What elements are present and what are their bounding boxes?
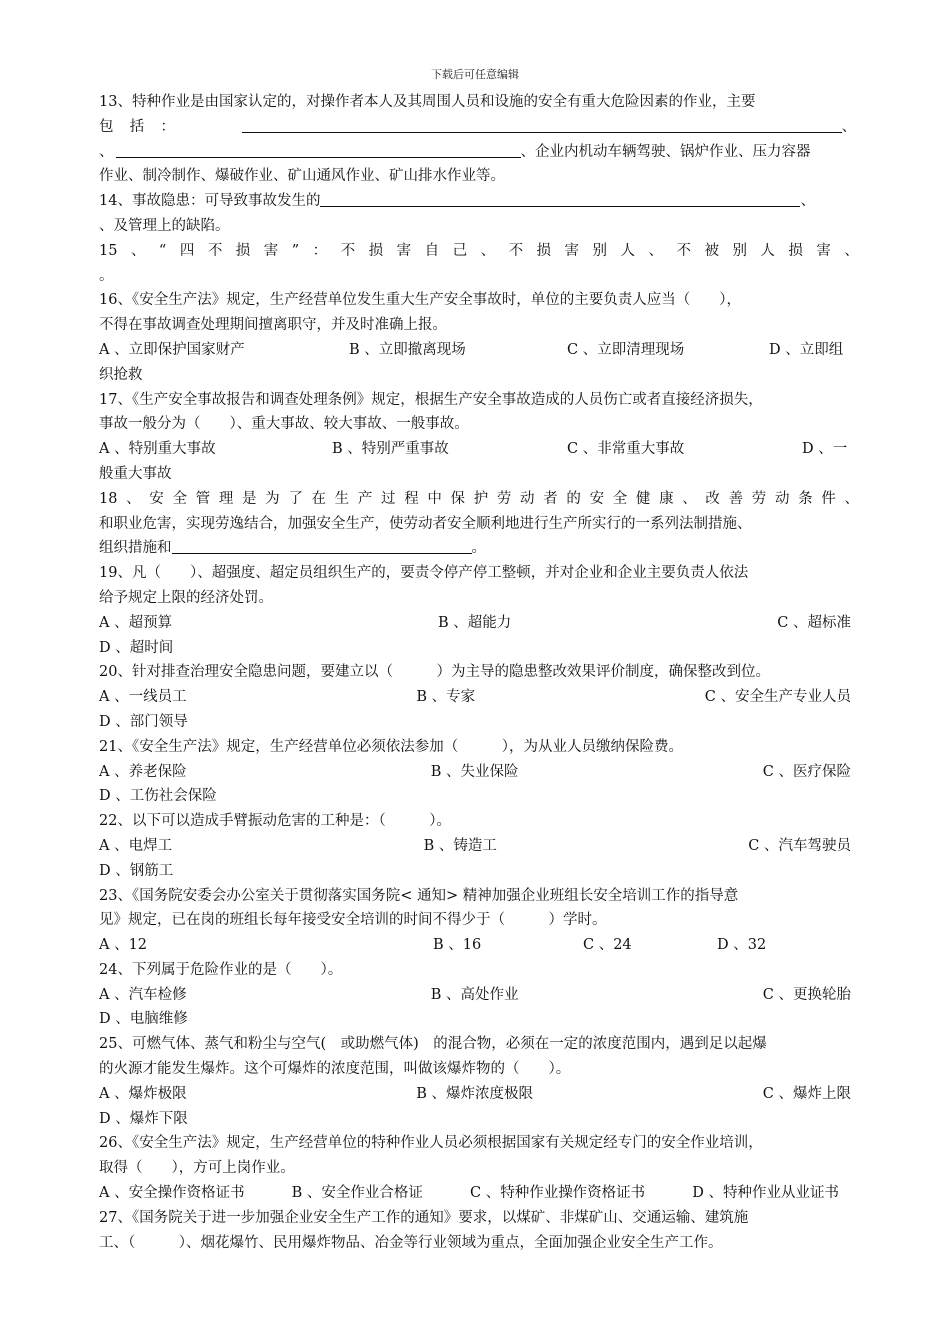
q17-option-d-cont: 般重大事故 [99,465,172,482]
q24-option-a: A 、汽车检修 [99,986,187,1003]
q18-spread-char: 安 [149,490,164,507]
q15-spread-char: 、 [480,242,496,259]
q14-line1 [99,189,859,214]
q13-line1: 13、特种作业是由国家认定的，对操作者本人及其周围人员和设施的安全有重大危险因素的作业，主要 [99,94,756,110]
q18-end: 。 [471,540,486,557]
q25-option-b: B 、爆炸浓度极限 [416,1085,534,1102]
q13-spread-char: ： [160,118,175,135]
q18-spread-char: 在 [311,490,326,507]
q26-option-a: A 、安全操作资格证书 [99,1185,245,1202]
q18-spread-char: 健 [635,490,651,507]
q25-line1: 25、可燃气体、蒸气和粉尘与空气( 或助燃气体) 的混合物，必须在一定的浓度范围内，遇到足以起爆 [99,1036,767,1053]
q19-line2: 给予规定上限的经济处罚。 [99,589,273,606]
q18-spread-char: 过 [381,490,396,507]
q23-options [99,933,859,958]
q23-option-d: D 、32 [717,937,767,954]
q16-options [99,338,859,363]
q19-option-d: D 、超时间 [99,639,174,656]
q18-spread-char: 了 [288,490,303,507]
q19-option-a: A 、超预算 [99,614,173,631]
q19-line1: 19、凡（ ）、超强度、超定员组织生产的，要责令停产停工整顿，并对企业和企业主要负责人依法 [99,565,749,582]
q15-spread-char: 不 [207,242,223,259]
q18-spread-char: 劳 [496,490,512,507]
q18-spread-char: 、 [126,490,141,507]
q23-option-b: B 、16 [433,937,482,954]
q15-spread-char: 、 [648,242,663,259]
q16-option-b: B 、立即撤离现场 [349,341,466,358]
q17-option-d: D 、一 [802,441,848,458]
q15-line1 [99,239,859,264]
q20-option-c: C 、安全生产专业人员 [704,689,851,706]
q21-options [99,760,859,785]
q18-spread-char: 康 [659,490,674,507]
blank-underline [116,141,521,158]
blank-underline [172,537,472,554]
q26-options [99,1181,859,1206]
q23-option-c: C 、24 [583,937,632,954]
q20-option-a: A 、一线员工 [99,689,187,706]
q15-spread-char: 损 [235,242,251,259]
q18-spread-char: 安 [589,490,605,507]
q21-option-d: D 、工伤社会保险 [99,788,217,805]
q16-line2: 不得在事故调查处理期间擅离职守，并及时准确上报。 [99,317,447,334]
q14-line2: 、及管理上的缺陷。 [99,217,230,234]
q15-spread-char: 害 [816,242,831,259]
q15-spread-char: 四 [179,242,195,259]
q18-spread-char: 件 [821,490,836,507]
q18-spread-char: 管 [195,490,211,507]
q18-spread-char: 者 [543,490,558,507]
q18-spread-char: 改 [705,490,720,507]
q27-line1: 27、《国务院关于进一步加强企业安全生产工作的通知》要求，以煤矿、非煤矿山、交通运输、建筑施 [99,1209,749,1226]
q15-spread-char: 、 [844,242,859,259]
q18-spread-char: 善 [728,490,744,507]
q22-options [99,834,859,859]
q18-spread-char: 中 [427,490,442,507]
q23-line2: 见》规定，已在岗的班组长每年接受安全培训的时间不得少于（ ）学时。 [99,912,607,929]
q14-sep: 、 [800,193,815,210]
q18-line3 [99,536,859,561]
q13-line4: 作业、制冷制作、爆破作业、矿山通风作业、矿山排水作业等。 [99,168,505,185]
q26-line2: 取得（ ），方可上岗作业。 [99,1160,295,1177]
q17-line1: 17、《生产安全事故报告和调查处理条例》规定，根据生产安全事故造成的人员伤亡或者直接经济损失， [99,391,763,408]
q15-spread-char: 害 [564,242,580,259]
q18-spread-char: 动 [774,490,790,507]
q17-option-a: A 、特别重大事故 [99,441,216,458]
q18-spread-char: 18 [99,490,118,507]
q18-spread-char: 生 [334,490,350,507]
q13-spread-char: 包 [99,118,114,135]
q19-option-b: B 、超能力 [438,614,512,631]
q13-line2 [99,115,859,140]
q15-spread-char: 害 [263,242,279,259]
q17-option-c: C 、非常重大事故 [567,441,685,458]
q18-spread-char: 是 [241,490,257,507]
q25-line2: 的火源才能发生爆炸。这个可爆炸的浓度范围，叫做该爆炸物的（ ）。 [99,1061,571,1078]
q13-sep: 、 [841,118,857,135]
q18-spread-char: 保 [450,490,466,507]
q21-line1: 21、《安全生产法》规定，生产经营单位必须依法参加（ ），为从业人员缴纳保险费。 [99,738,683,755]
q24-options [99,983,859,1008]
q15-spread-char: 、 [130,242,146,259]
q13-rest: 、企业内机动车辆驾驶、锅炉作业、压力容器 [520,143,811,160]
q26-option-b: B 、安全作业合格证 [291,1185,423,1202]
q18-spread-char: 为 [265,490,280,507]
q21-option-c: C 、医疗保险 [762,763,851,780]
q18-spread-char: 、 [844,490,859,507]
q15-spread-char: 己 [452,242,468,259]
q15-spread-char: 别 [732,242,747,259]
q18-spread-char: 产 [357,490,373,507]
q18-spread-char: 动 [520,490,535,507]
q18-spread-char: 、 [682,490,697,507]
q15-spread-char: 损 [368,242,384,259]
q19-options [99,611,859,636]
q20-options [99,685,859,710]
q22-option-b: B 、铸造工 [423,837,497,854]
q15-spread-char: 别 [592,242,608,259]
q24-option-c: C 、更换轮胎 [762,986,851,1003]
q24-option-b: B 、高处作业 [430,986,519,1003]
q13-spread-char: 括 [129,118,145,135]
q15-spread-char: 不 [508,242,524,259]
q18-spread-char: 全 [612,490,628,507]
q18-spread-char: 全 [172,490,187,507]
page-header: 下载后可任意编辑 [431,68,519,81]
q23-option-a: A 、12 [99,937,148,954]
q21-option-a: A 、养老保险 [99,763,187,780]
q18-line1 [99,487,859,512]
q16-option-d-cont: 织抢救 [99,366,143,383]
q25-options [99,1082,859,1107]
q23-line1: 23、《国务院安委会办公室关于贯彻落实国务院< 通知> 精神加强企业班组长安全培训工作的指导意 [99,887,739,904]
q18-text: 组织措施和 [99,540,172,557]
q15-spread-char: 不 [676,242,691,259]
q14-text: 14、事故隐患：可导致事故发生的 [99,193,321,210]
q22-option-d: D 、钢筋工 [99,862,174,879]
q22-option-a: A 、电焊工 [99,837,173,854]
q15-spread-char: 自 [424,242,440,259]
q26-option-c: C 、特种作业操作资格证书 [469,1185,646,1202]
q17-line2: 事故一般分为（ ）、重大事故、较大事故、一般事故。 [99,416,469,433]
q27-line2: 工、（ ）、烟花爆竹、民用爆炸物品、冶金等行业领域为重点，全面加强企业安全生产工作。 [99,1234,723,1251]
q15-spread-char: 损 [536,242,552,259]
q20-option-b: B 、专家 [416,689,476,706]
q13-sep: 、 [99,143,114,160]
q15-spread-char: ” [291,242,300,259]
q16-line1: 16、《安全生产法》规定，生产经营单位发生重大生产安全事故时，单位的主要负责人应当（ ）， [99,292,741,309]
q18-spread-char: 理 [218,490,234,507]
q18-line2: 和职业危害，实现劳逸结合，加强安全生产，使劳动者安全顺利地进行生产所实行的一系列法制措施、 [99,515,752,532]
q16-option-d: D 、立即组 [769,341,844,358]
q15-spread-char: 人 [620,242,635,259]
q24-line1: 24、下列属于危险作业的是（ ）。 [99,961,343,978]
q16-option-a: A 、立即保护国家财产 [99,341,245,358]
blank-underline [242,116,842,133]
q15-spread-char: 损 [788,242,803,259]
q15-spread-char: ： [312,242,328,259]
q19-option-c: C 、超标准 [777,614,851,631]
q22-line1: 22、以下可以造成手臂振动危害的工种是：（ ）。 [99,813,451,830]
q25-option-d: D 、爆炸下限 [99,1110,188,1127]
q18-spread-char: 条 [798,490,813,507]
q24-option-d: D 、电脑维修 [99,1011,188,1028]
q16-option-c: C 、立即清理现场 [567,341,685,358]
q25-option-c: C 、爆炸上限 [762,1085,851,1102]
q26-option-d: D 、特种作业从业证书 [692,1185,839,1202]
q17-option-b: B 、特别严重事故 [332,441,449,458]
q15-spread-char: 人 [760,242,775,259]
q15-spread-char: 害 [396,242,412,259]
q15-spread-char: 15 [99,242,118,259]
q20-option-d: D 、部门领导 [99,713,188,730]
q25-option-a: A 、爆炸极限 [99,1085,187,1102]
q20-line1: 20、针对排查治理安全隐患问题，要建立以（ ）为主导的隐患整改效果评价制度，确保整改到位。 [99,664,770,681]
document-body [99,90,859,1255]
q22-option-c: C 、汽车驾驶员 [748,837,851,854]
q13-line3 [99,140,859,165]
q17-options [99,437,859,462]
blank-underline [320,190,800,207]
q15-line2: 。 [99,267,114,284]
q26-line1: 26、《安全生产法》规定，生产经营单位的特种作业人员必须根据国家有关规定经专门的安全作业培训， [99,1135,763,1152]
q15-spread-char: “ [158,242,167,259]
q18-spread-char: 护 [473,490,489,507]
q18-spread-char: 程 [404,490,419,507]
q18-spread-char: 的 [566,490,581,507]
q21-option-b: B 、失业保险 [430,763,519,780]
q15-spread-char: 被 [704,242,719,259]
q15-spread-char: 不 [340,242,356,259]
q18-spread-char: 劳 [751,490,767,507]
